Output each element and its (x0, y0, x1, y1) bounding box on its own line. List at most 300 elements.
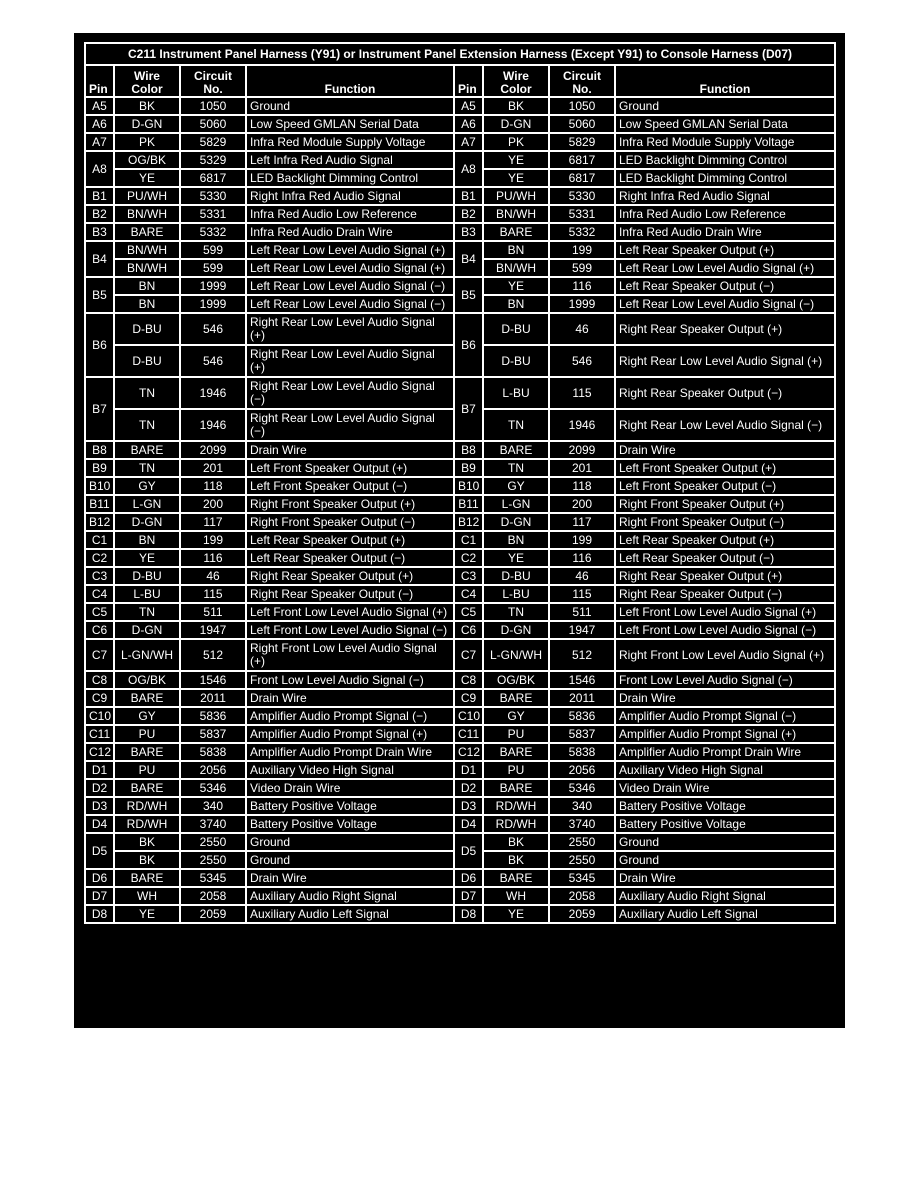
wire-color-cell: BK (114, 851, 180, 869)
wire-color-cell: TN (114, 603, 180, 621)
table-row (85, 725, 835, 743)
wire-color-cell: RD/WH (114, 815, 180, 833)
pin-cell: C4 (454, 585, 483, 603)
table-row (85, 115, 835, 133)
function-cell: Left Rear Low Level Audio Signal (−) (615, 295, 835, 313)
function-cell: Amplifier Audio Prompt Signal (+) (615, 725, 835, 743)
pin-cell: B7 (85, 377, 114, 441)
circuit-no-cell: 116 (549, 549, 615, 567)
circuit-no-cell: 5331 (549, 205, 615, 223)
wire-color-cell: PU/WH (114, 187, 180, 205)
pin-cell: D2 (85, 779, 114, 797)
circuit-no-cell: 5838 (180, 743, 246, 761)
wire-color-cell: BN (114, 531, 180, 549)
wire-color-cell: TN (483, 409, 549, 441)
circuit-no-cell: 1999 (180, 295, 246, 313)
table-row (85, 815, 835, 833)
function-cell: Left Infra Red Audio Signal (246, 151, 454, 169)
connector-sheet (74, 33, 845, 1028)
pin-cell: C9 (454, 689, 483, 707)
table-row (85, 689, 835, 707)
wire-color-cell: OG/BK (114, 671, 180, 689)
function-cell: Right Front Speaker Output (+) (615, 495, 835, 513)
pin-cell: A8 (454, 151, 483, 187)
circuit-no-cell: 2550 (549, 851, 615, 869)
circuit-no-cell: 1946 (549, 409, 615, 441)
wire-color-cell: BK (483, 833, 549, 851)
function-cell: Auxiliary Audio Right Signal (246, 887, 454, 905)
table-row (85, 887, 835, 905)
table-row (85, 621, 835, 639)
circuit-no-cell: 2059 (549, 905, 615, 923)
header-wire-color: Wire Color (483, 65, 549, 97)
pin-cell: C8 (85, 671, 114, 689)
wire-color-cell: YE (114, 905, 180, 923)
function-cell: Battery Positive Voltage (615, 815, 835, 833)
pin-cell: D2 (454, 779, 483, 797)
wire-color-cell: PU (114, 725, 180, 743)
function-cell: Right Rear Speaker Output (+) (615, 567, 835, 585)
table-row (85, 549, 835, 567)
circuit-no-cell: 2011 (180, 689, 246, 707)
circuit-no-cell: 2058 (180, 887, 246, 905)
wire-color-cell: YE (114, 549, 180, 567)
function-cell: Battery Positive Voltage (615, 797, 835, 815)
table-row (85, 477, 835, 495)
wire-color-cell: GY (114, 707, 180, 725)
function-cell: Left Front Low Level Audio Signal (−) (246, 621, 454, 639)
table-row (85, 707, 835, 725)
pin-cell: C10 (85, 707, 114, 725)
circuit-no-cell: 2056 (549, 761, 615, 779)
wire-color-cell: L-GN (114, 495, 180, 513)
circuit-no-cell: 199 (549, 531, 615, 549)
function-cell: Right Front Speaker Output (−) (615, 513, 835, 531)
function-cell: Left Front Low Level Audio Signal (+) (246, 603, 454, 621)
circuit-no-cell: 2099 (180, 441, 246, 459)
pin-cell: B2 (454, 205, 483, 223)
pin-cell: C7 (85, 639, 114, 671)
wire-color-cell: PU (483, 761, 549, 779)
function-cell: Left Front Speaker Output (+) (615, 459, 835, 477)
function-cell: Left Rear Speaker Output (−) (246, 549, 454, 567)
function-cell: Right Rear Low Level Audio Signal (+) (246, 345, 454, 377)
function-cell: Left Rear Speaker Output (+) (615, 241, 835, 259)
circuit-no-cell: 2550 (180, 851, 246, 869)
circuit-no-cell: 118 (180, 477, 246, 495)
pin-cell: B8 (85, 441, 114, 459)
circuit-no-cell: 201 (180, 459, 246, 477)
function-cell: Auxiliary Audio Left Signal (615, 905, 835, 923)
circuit-no-cell: 117 (549, 513, 615, 531)
function-cell: Right Rear Speaker Output (−) (246, 585, 454, 603)
function-cell: Front Low Level Audio Signal (−) (246, 671, 454, 689)
function-cell: Battery Positive Voltage (246, 797, 454, 815)
pin-cell: A8 (85, 151, 114, 187)
pin-cell: A7 (454, 133, 483, 151)
circuit-no-cell: 5332 (549, 223, 615, 241)
pin-cell: C4 (85, 585, 114, 603)
table-row (85, 567, 835, 585)
circuit-no-cell: 1946 (180, 409, 246, 441)
function-cell: Amplifier Audio Prompt Signal (−) (615, 707, 835, 725)
table-row (85, 761, 835, 779)
circuit-no-cell: 511 (549, 603, 615, 621)
pin-cell: C2 (454, 549, 483, 567)
function-cell: Infra Red Audio Drain Wire (246, 223, 454, 241)
pin-cell: D4 (454, 815, 483, 833)
wire-color-cell: D-BU (114, 345, 180, 377)
circuit-no-cell: 5345 (180, 869, 246, 887)
pin-cell: C2 (85, 549, 114, 567)
table-row (85, 97, 835, 115)
wire-color-cell: D-GN (483, 621, 549, 639)
pin-cell: C9 (85, 689, 114, 707)
circuit-no-cell: 512 (180, 639, 246, 671)
wire-color-cell: D-GN (114, 513, 180, 531)
wire-color-cell: BARE (483, 689, 549, 707)
circuit-no-cell: 1947 (180, 621, 246, 639)
table-title: C211 Instrument Panel Harness (Y91) or Instrument Panel Extension Harness (Except Y91) to Console Harness (D07) (85, 43, 835, 65)
table-row (85, 241, 835, 259)
function-cell: Infra Red Audio Low Reference (615, 205, 835, 223)
wire-color-cell: D-GN (114, 115, 180, 133)
table-row (85, 513, 835, 531)
pin-cell: B12 (85, 513, 114, 531)
wire-color-cell: BN/WH (114, 241, 180, 259)
function-cell: Amplifier Audio Prompt Signal (+) (246, 725, 454, 743)
function-cell: LED Backlight Dimming Control (615, 151, 835, 169)
wire-color-cell: D-BU (114, 313, 180, 345)
function-cell: Right Rear Low Level Audio Signal (−) (615, 409, 835, 441)
pin-cell: C8 (454, 671, 483, 689)
function-cell: Low Speed GMLAN Serial Data (615, 115, 835, 133)
table-row (85, 603, 835, 621)
pin-cell: D1 (85, 761, 114, 779)
function-cell: Amplifier Audio Prompt Signal (−) (246, 707, 454, 725)
wire-color-cell: GY (483, 707, 549, 725)
wire-color-cell: D-BU (114, 567, 180, 585)
function-cell: Battery Positive Voltage (246, 815, 454, 833)
function-cell: Front Low Level Audio Signal (−) (615, 671, 835, 689)
pin-cell: D8 (454, 905, 483, 923)
circuit-no-cell: 199 (180, 531, 246, 549)
circuit-no-cell: 2550 (549, 833, 615, 851)
wire-color-cell: TN (114, 459, 180, 477)
circuit-no-cell: 599 (180, 241, 246, 259)
circuit-no-cell: 1999 (180, 277, 246, 295)
wire-color-cell: BARE (114, 779, 180, 797)
wire-color-cell: BK (114, 833, 180, 851)
table-row (85, 205, 835, 223)
circuit-no-cell: 46 (549, 313, 615, 345)
header-pin: Pin (85, 65, 114, 97)
pin-cell: D4 (85, 815, 114, 833)
circuit-no-cell: 6817 (549, 169, 615, 187)
function-cell: Drain Wire (615, 441, 835, 459)
wire-color-cell: WH (483, 887, 549, 905)
function-cell: Auxiliary Video High Signal (615, 761, 835, 779)
wire-color-cell: GY (483, 477, 549, 495)
wire-color-cell: RD/WH (114, 797, 180, 815)
circuit-no-cell: 6817 (549, 151, 615, 169)
circuit-no-cell: 2011 (549, 689, 615, 707)
circuit-no-cell: 116 (180, 549, 246, 567)
function-cell: Right Rear Low Level Audio Signal (−) (246, 377, 454, 409)
pin-cell: D1 (454, 761, 483, 779)
wire-color-cell: BARE (114, 223, 180, 241)
table-row (85, 797, 835, 815)
function-cell: Infra Red Module Supply Voltage (615, 133, 835, 151)
wire-color-cell: BN/WH (483, 259, 549, 277)
wire-color-cell: BK (483, 851, 549, 869)
pin-cell: B3 (85, 223, 114, 241)
pin-cell: D5 (85, 833, 114, 869)
pin-cell: C10 (454, 707, 483, 725)
wire-color-cell: BN/WH (114, 259, 180, 277)
function-cell: Drain Wire (246, 869, 454, 887)
wire-color-cell: PK (483, 133, 549, 151)
wire-color-cell: BARE (114, 441, 180, 459)
wire-color-cell: YE (483, 169, 549, 187)
circuit-no-cell: 5837 (180, 725, 246, 743)
circuit-no-cell: 2099 (549, 441, 615, 459)
wire-color-cell: PU/WH (483, 187, 549, 205)
function-cell: Right Rear Speaker Output (+) (246, 567, 454, 585)
wire-color-cell: BARE (114, 743, 180, 761)
circuit-no-cell: 115 (549, 585, 615, 603)
pin-cell: D6 (85, 869, 114, 887)
circuit-no-cell: 1050 (180, 97, 246, 115)
function-cell: Left Rear Speaker Output (−) (615, 549, 835, 567)
function-cell: Left Rear Low Level Audio Signal (+) (246, 259, 454, 277)
pin-cell: B9 (454, 459, 483, 477)
function-cell: Infra Red Audio Low Reference (246, 205, 454, 223)
wire-color-cell: YE (114, 169, 180, 187)
circuit-no-cell: 117 (180, 513, 246, 531)
pin-cell: B3 (454, 223, 483, 241)
wire-color-cell: WH (114, 887, 180, 905)
pin-cell: C11 (85, 725, 114, 743)
pin-cell: A6 (85, 115, 114, 133)
wire-color-cell: BN (483, 295, 549, 313)
function-cell: Ground (246, 851, 454, 869)
wire-color-cell: YE (483, 549, 549, 567)
function-cell: Ground (246, 97, 454, 115)
circuit-no-cell: 599 (549, 259, 615, 277)
wire-color-cell: D-GN (483, 115, 549, 133)
wire-color-cell: BARE (114, 689, 180, 707)
table-row (85, 151, 835, 169)
function-cell: Drain Wire (615, 689, 835, 707)
wire-color-cell: BARE (483, 743, 549, 761)
header-function: Function (246, 65, 454, 97)
header-pin: Pin (454, 65, 483, 97)
header-function: Function (615, 65, 835, 97)
function-cell: Auxiliary Audio Right Signal (615, 887, 835, 905)
table-row (85, 377, 835, 409)
function-cell: Right Rear Low Level Audio Signal (+) (246, 313, 454, 345)
table-row (85, 277, 835, 295)
function-cell: Right Rear Speaker Output (+) (615, 313, 835, 345)
table-row (85, 585, 835, 603)
function-cell: Infra Red Audio Drain Wire (615, 223, 835, 241)
circuit-no-cell: 118 (549, 477, 615, 495)
wire-color-cell: BARE (483, 869, 549, 887)
pin-cell: B1 (454, 187, 483, 205)
wire-color-cell: BN (114, 277, 180, 295)
function-cell: Auxiliary Video High Signal (246, 761, 454, 779)
circuit-no-cell: 46 (180, 567, 246, 585)
table-row (85, 869, 835, 887)
pin-cell: B5 (85, 277, 114, 313)
pin-cell: B8 (454, 441, 483, 459)
table-row (85, 495, 835, 513)
circuit-no-cell: 1546 (180, 671, 246, 689)
circuit-no-cell: 201 (549, 459, 615, 477)
table-row (85, 223, 835, 241)
pin-cell: B5 (454, 277, 483, 313)
wire-color-cell: L-GN/WH (114, 639, 180, 671)
wire-color-cell: RD/WH (483, 797, 549, 815)
circuit-no-cell: 6817 (180, 169, 246, 187)
circuit-no-cell: 1999 (549, 295, 615, 313)
circuit-no-cell: 5332 (180, 223, 246, 241)
pin-cell: B12 (454, 513, 483, 531)
pin-cell: B1 (85, 187, 114, 205)
circuit-no-cell: 200 (180, 495, 246, 513)
function-cell: Left Front Low Level Audio Signal (−) (615, 621, 835, 639)
circuit-no-cell: 1546 (549, 671, 615, 689)
function-cell: Right Rear Speaker Output (−) (615, 377, 835, 409)
function-cell: Right Front Low Level Audio Signal (+) (246, 639, 454, 671)
circuit-no-cell: 5346 (549, 779, 615, 797)
function-cell: Right Rear Low Level Audio Signal (+) (615, 345, 835, 377)
circuit-no-cell: 340 (180, 797, 246, 815)
circuit-no-cell: 5060 (549, 115, 615, 133)
function-cell: Left Rear Low Level Audio Signal (−) (246, 277, 454, 295)
function-cell: Auxiliary Audio Left Signal (246, 905, 454, 923)
circuit-no-cell: 5330 (180, 187, 246, 205)
function-cell: Left Rear Low Level Audio Signal (−) (246, 295, 454, 313)
circuit-no-cell: 5829 (180, 133, 246, 151)
pin-cell: C5 (85, 603, 114, 621)
wire-color-cell: L-BU (483, 585, 549, 603)
circuit-no-cell: 5836 (180, 707, 246, 725)
pin-cell: B6 (85, 313, 114, 377)
function-cell: Right Front Speaker Output (−) (246, 513, 454, 531)
table-row (85, 133, 835, 151)
function-cell: Left Rear Speaker Output (+) (615, 531, 835, 549)
circuit-no-cell: 115 (549, 377, 615, 409)
wire-color-cell: PU (114, 761, 180, 779)
table-row (85, 639, 835, 671)
pin-cell: B10 (454, 477, 483, 495)
circuit-no-cell: 2056 (180, 761, 246, 779)
table-row (85, 833, 835, 851)
circuit-no-cell: 546 (180, 313, 246, 345)
circuit-no-cell: 511 (180, 603, 246, 621)
circuit-no-cell: 5331 (180, 205, 246, 223)
wire-color-cell: TN (483, 459, 549, 477)
wire-color-cell: BK (114, 97, 180, 115)
circuit-no-cell: 5329 (180, 151, 246, 169)
pin-cell: A5 (454, 97, 483, 115)
table-row (85, 313, 835, 345)
pin-cell: A7 (85, 133, 114, 151)
connector-pinout-table (84, 42, 836, 924)
function-cell: Left Front Speaker Output (−) (246, 477, 454, 495)
pin-cell: B4 (454, 241, 483, 277)
pin-cell: A6 (454, 115, 483, 133)
pin-cell: D3 (454, 797, 483, 815)
function-cell: Left Rear Low Level Audio Signal (+) (246, 241, 454, 259)
header-wire-color: Wire Color (114, 65, 180, 97)
pin-cell: D6 (454, 869, 483, 887)
wire-color-cell: PU (483, 725, 549, 743)
circuit-no-cell: 512 (549, 639, 615, 671)
wire-color-cell: BN (483, 531, 549, 549)
circuit-no-cell: 546 (180, 345, 246, 377)
pin-cell: B4 (85, 241, 114, 277)
wire-color-cell: TN (114, 409, 180, 441)
function-cell: Left Front Speaker Output (−) (615, 477, 835, 495)
pin-cell: C1 (454, 531, 483, 549)
wire-color-cell: TN (483, 603, 549, 621)
pin-cell: C3 (454, 567, 483, 585)
pin-cell: B11 (454, 495, 483, 513)
pin-cell: C12 (454, 743, 483, 761)
wire-color-cell: YE (483, 905, 549, 923)
circuit-no-cell: 115 (180, 585, 246, 603)
function-cell: Video Drain Wire (615, 779, 835, 797)
pin-cell: C5 (454, 603, 483, 621)
wire-color-cell: PK (114, 133, 180, 151)
wire-color-cell: D-GN (483, 513, 549, 531)
circuit-no-cell: 5838 (549, 743, 615, 761)
circuit-no-cell: 5345 (549, 869, 615, 887)
wire-color-cell: YE (483, 277, 549, 295)
wire-color-cell: L-BU (483, 377, 549, 409)
function-cell: Left Rear Speaker Output (−) (615, 277, 835, 295)
table-row (85, 441, 835, 459)
circuit-no-cell: 5829 (549, 133, 615, 151)
wire-color-cell: OG/BK (483, 671, 549, 689)
function-cell: Video Drain Wire (246, 779, 454, 797)
function-cell: LED Backlight Dimming Control (615, 169, 835, 187)
circuit-no-cell: 2059 (180, 905, 246, 923)
wire-color-cell: BN (483, 241, 549, 259)
circuit-no-cell: 5330 (549, 187, 615, 205)
circuit-no-cell: 46 (549, 567, 615, 585)
table-row (85, 671, 835, 689)
function-cell: LED Backlight Dimming Control (246, 169, 454, 187)
pin-cell: B10 (85, 477, 114, 495)
wire-color-cell: OG/BK (114, 151, 180, 169)
pin-cell: C11 (454, 725, 483, 743)
function-cell: Ground (246, 833, 454, 851)
header-circuit-no: Circuit No. (180, 65, 246, 97)
pin-cell: C12 (85, 743, 114, 761)
function-cell: Right Rear Low Level Audio Signal (−) (246, 409, 454, 441)
function-cell: Left Rear Low Level Audio Signal (+) (615, 259, 835, 277)
table-row (85, 905, 835, 923)
wire-color-cell: TN (114, 377, 180, 409)
pin-rows (85, 97, 835, 923)
pin-cell: D7 (454, 887, 483, 905)
wire-color-cell: RD/WH (483, 815, 549, 833)
function-cell: Left Front Speaker Output (+) (246, 459, 454, 477)
